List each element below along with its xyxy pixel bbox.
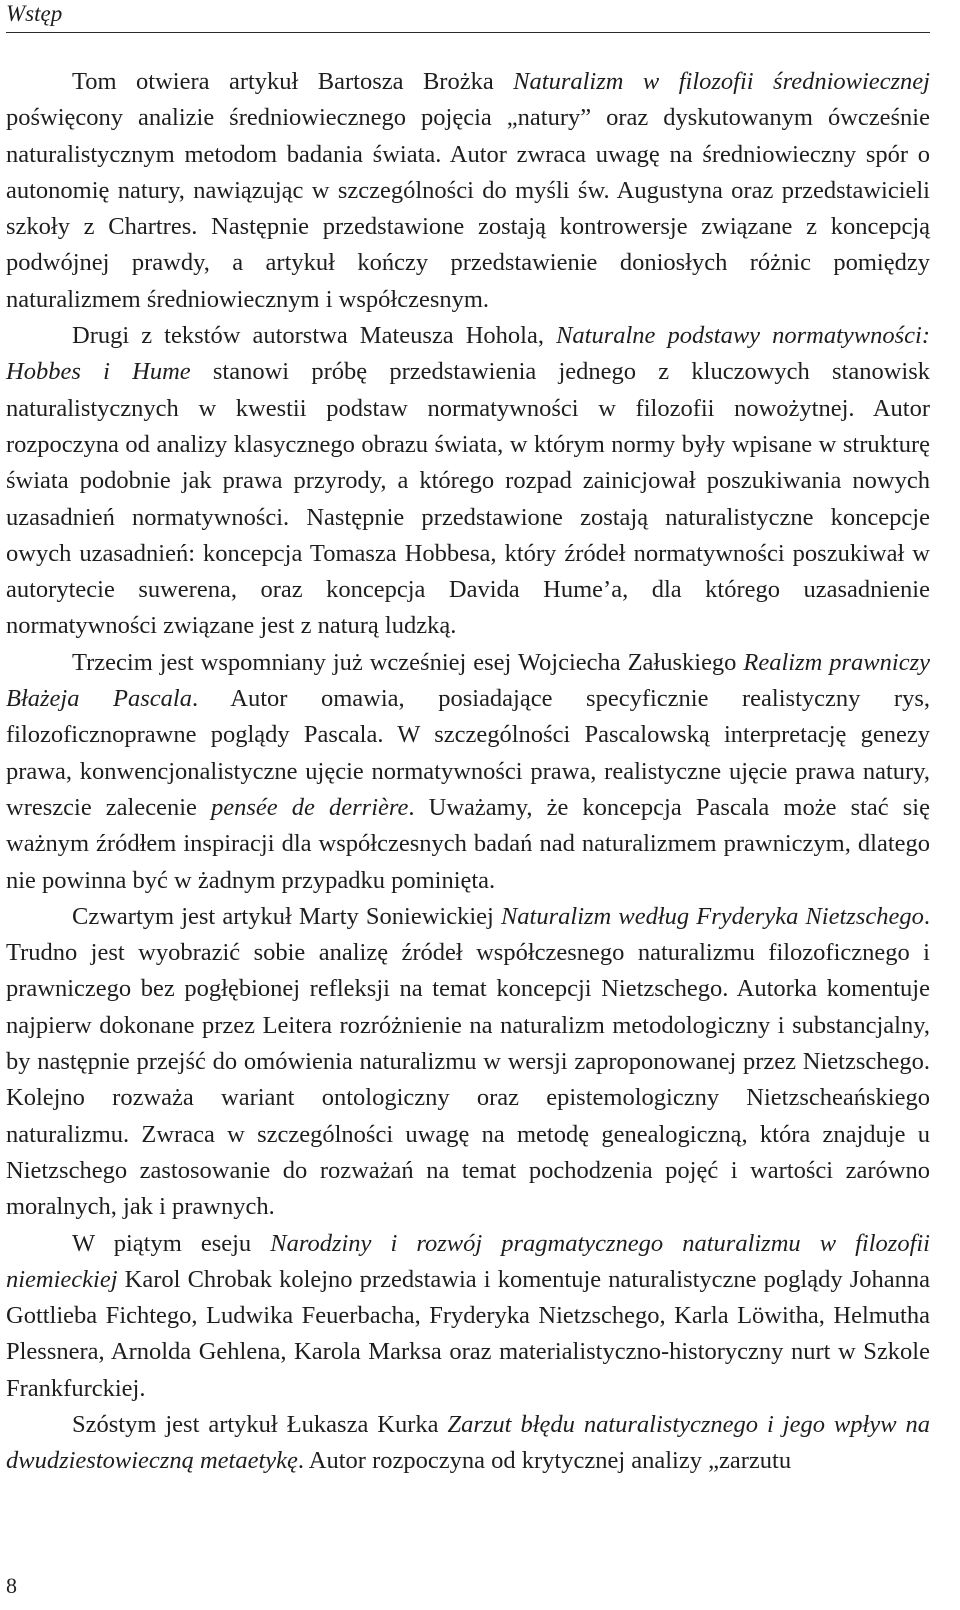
title-run: Naturalne podstawy normatywności: Hobbes i Hume [6,322,931,386]
text-run: Szóstym jest artykuł Łukasza Kurka [72,1410,448,1438]
title-run: pensée de derrière [211,793,409,821]
text-run: poświęcony analizie średniowiecznego pojęcia „natury” oraz dyskutowanym ówcześnie naturalistycznym metodom badania świata. Autor zwraca uwagę na średniowieczny spór o autonomię natury, nawiązując w szczególności do myśli św. Augustyna oraz przedstawicieli szkoły z Chartres. Następnie przedstawione zostają kontrowersje związane z koncepcją podwójnej prawdy, a artykuł kończy przedstawienie doniosłych różnic pomiędzy naturalizmem średniowiecznym i współczesnym. [6,104,930,313]
title-run: Naturalizm w filozofii średniowiecznej [513,68,930,95]
text-run: Czwartym jest artykuł Marty Soniewickiej [72,902,501,930]
text-run: stanowi próbę przedstawienia jednego z kluczowych stanowisk naturalistycznych w kwestii podstaw normatywności w filozofii nowożytnej. Autor rozpoczyna od analizy klasycznego obrazu świata, w którym normy były wpisane w strukturę świata podobnie jak prawa przyrody, a którego rozpad zainicjował poszukiwania nowych uzasadnień normatywności. Następnie przedstawione zostają naturalistyczne koncepcje owych uzasadnień: koncepcja Tomasza Hobbesa, który źródeł normatywności poszukiwał w autorytecie suwerena, oraz koncepcja Davida Hume’a, dla którego uzasadnienie normatywności związane jest z naturą ludzką. [6,358,930,640]
text-run: Trzecim jest wspomniany już wcześniej esej Wojciecha Załuskiego [72,648,744,676]
title-run: Zarzut błędu naturalistycznego i jego wpływ na dwudziestowieczną metaetykę [6,1410,930,1475]
text-run: . Autor omawia, posiadające specyficznie realistyczny rys, filozoficznoprawne poglądy Pascala. W szczególności Pascalowską interpretację genezy prawa, konwencjonalistyczne ujęcie normatywności prawa, realistyczne ujęcie prawa natury, wreszcie zalecenie [6,685,930,821]
paragraph [6,899,930,1226]
paragraph [6,1226,930,1407]
title-run: Narodziny i rozwój pragmatycznego naturalizmu w filozofii niemieckiej [6,1229,930,1293]
text-run: Drugi z tekstów autorstwa Mateusza Hohola, [72,322,557,350]
text-run: W piątym eseju [72,1229,271,1257]
running-head: Wstęp [6,1,63,26]
paragraph [6,318,930,645]
title-run: Naturalizm według Fryderyka Nietzschego [500,902,924,930]
text-run: . Autor rozpoczyna od krytycznej analizy „zarzutu [297,1447,792,1475]
page-number: 8 [6,1573,17,1598]
text-run: . Uważamy, że koncepcja Pascala może stać się ważnym źródłem inspiracji dla współczesnych badań nad naturalizmem prawniczym, dlatego nie powinna być w żadnym przypadku pominięta. [6,793,930,894]
title-run: Realizm prawniczy Błażeja Pascala [6,648,930,713]
text-run: Tom otwiera artykuł Bartosza Brożka [72,68,514,95]
text-run: . Trudno jest wyobrazić sobie analizę źródeł współczesnego naturalizmu filozoficznego i prawniczego bez pogłębionej refleksji na temat koncepcji Nietzschego. Autorka komentuje najpierw dokonane przez Leitera rozróżnienie na naturalizm metodologiczny i substancjalny, by następnie przejść do omówienia naturalizmu w wersji zaproponowanej przez Nietzschego. Kolejno rozważa wariant ontologiczny oraz epistemologiczny Nietzscheańskiego naturalizmu. Zwraca w szczególności uwagę na metodę genealogiczną, która znajduje u Nietzschego zastosowanie do rozważań na temat pochodzenia pojęć i wartości zarówno moralnych, jak i prawnych. [6,902,930,1221]
text-run: Karol Chrobak kolejno przedstawia i komentuje naturalistyczne poglądy Johanna Gottlieba Fichtego, Ludwika Feuerbacha, Fryderyka Nietzschego, Karla Löwitha, Helmutha Plessnera, Arnolda Gehlena, Karola Marksa oraz materialistyczno-historyczny nurt w Szkole Frankfurckiej. [6,1265,930,1402]
paragraph [6,1407,930,1480]
header-rule [6,32,930,33]
body-text [6,64,930,1480]
paragraph [6,64,930,318]
paragraph [6,645,930,899]
